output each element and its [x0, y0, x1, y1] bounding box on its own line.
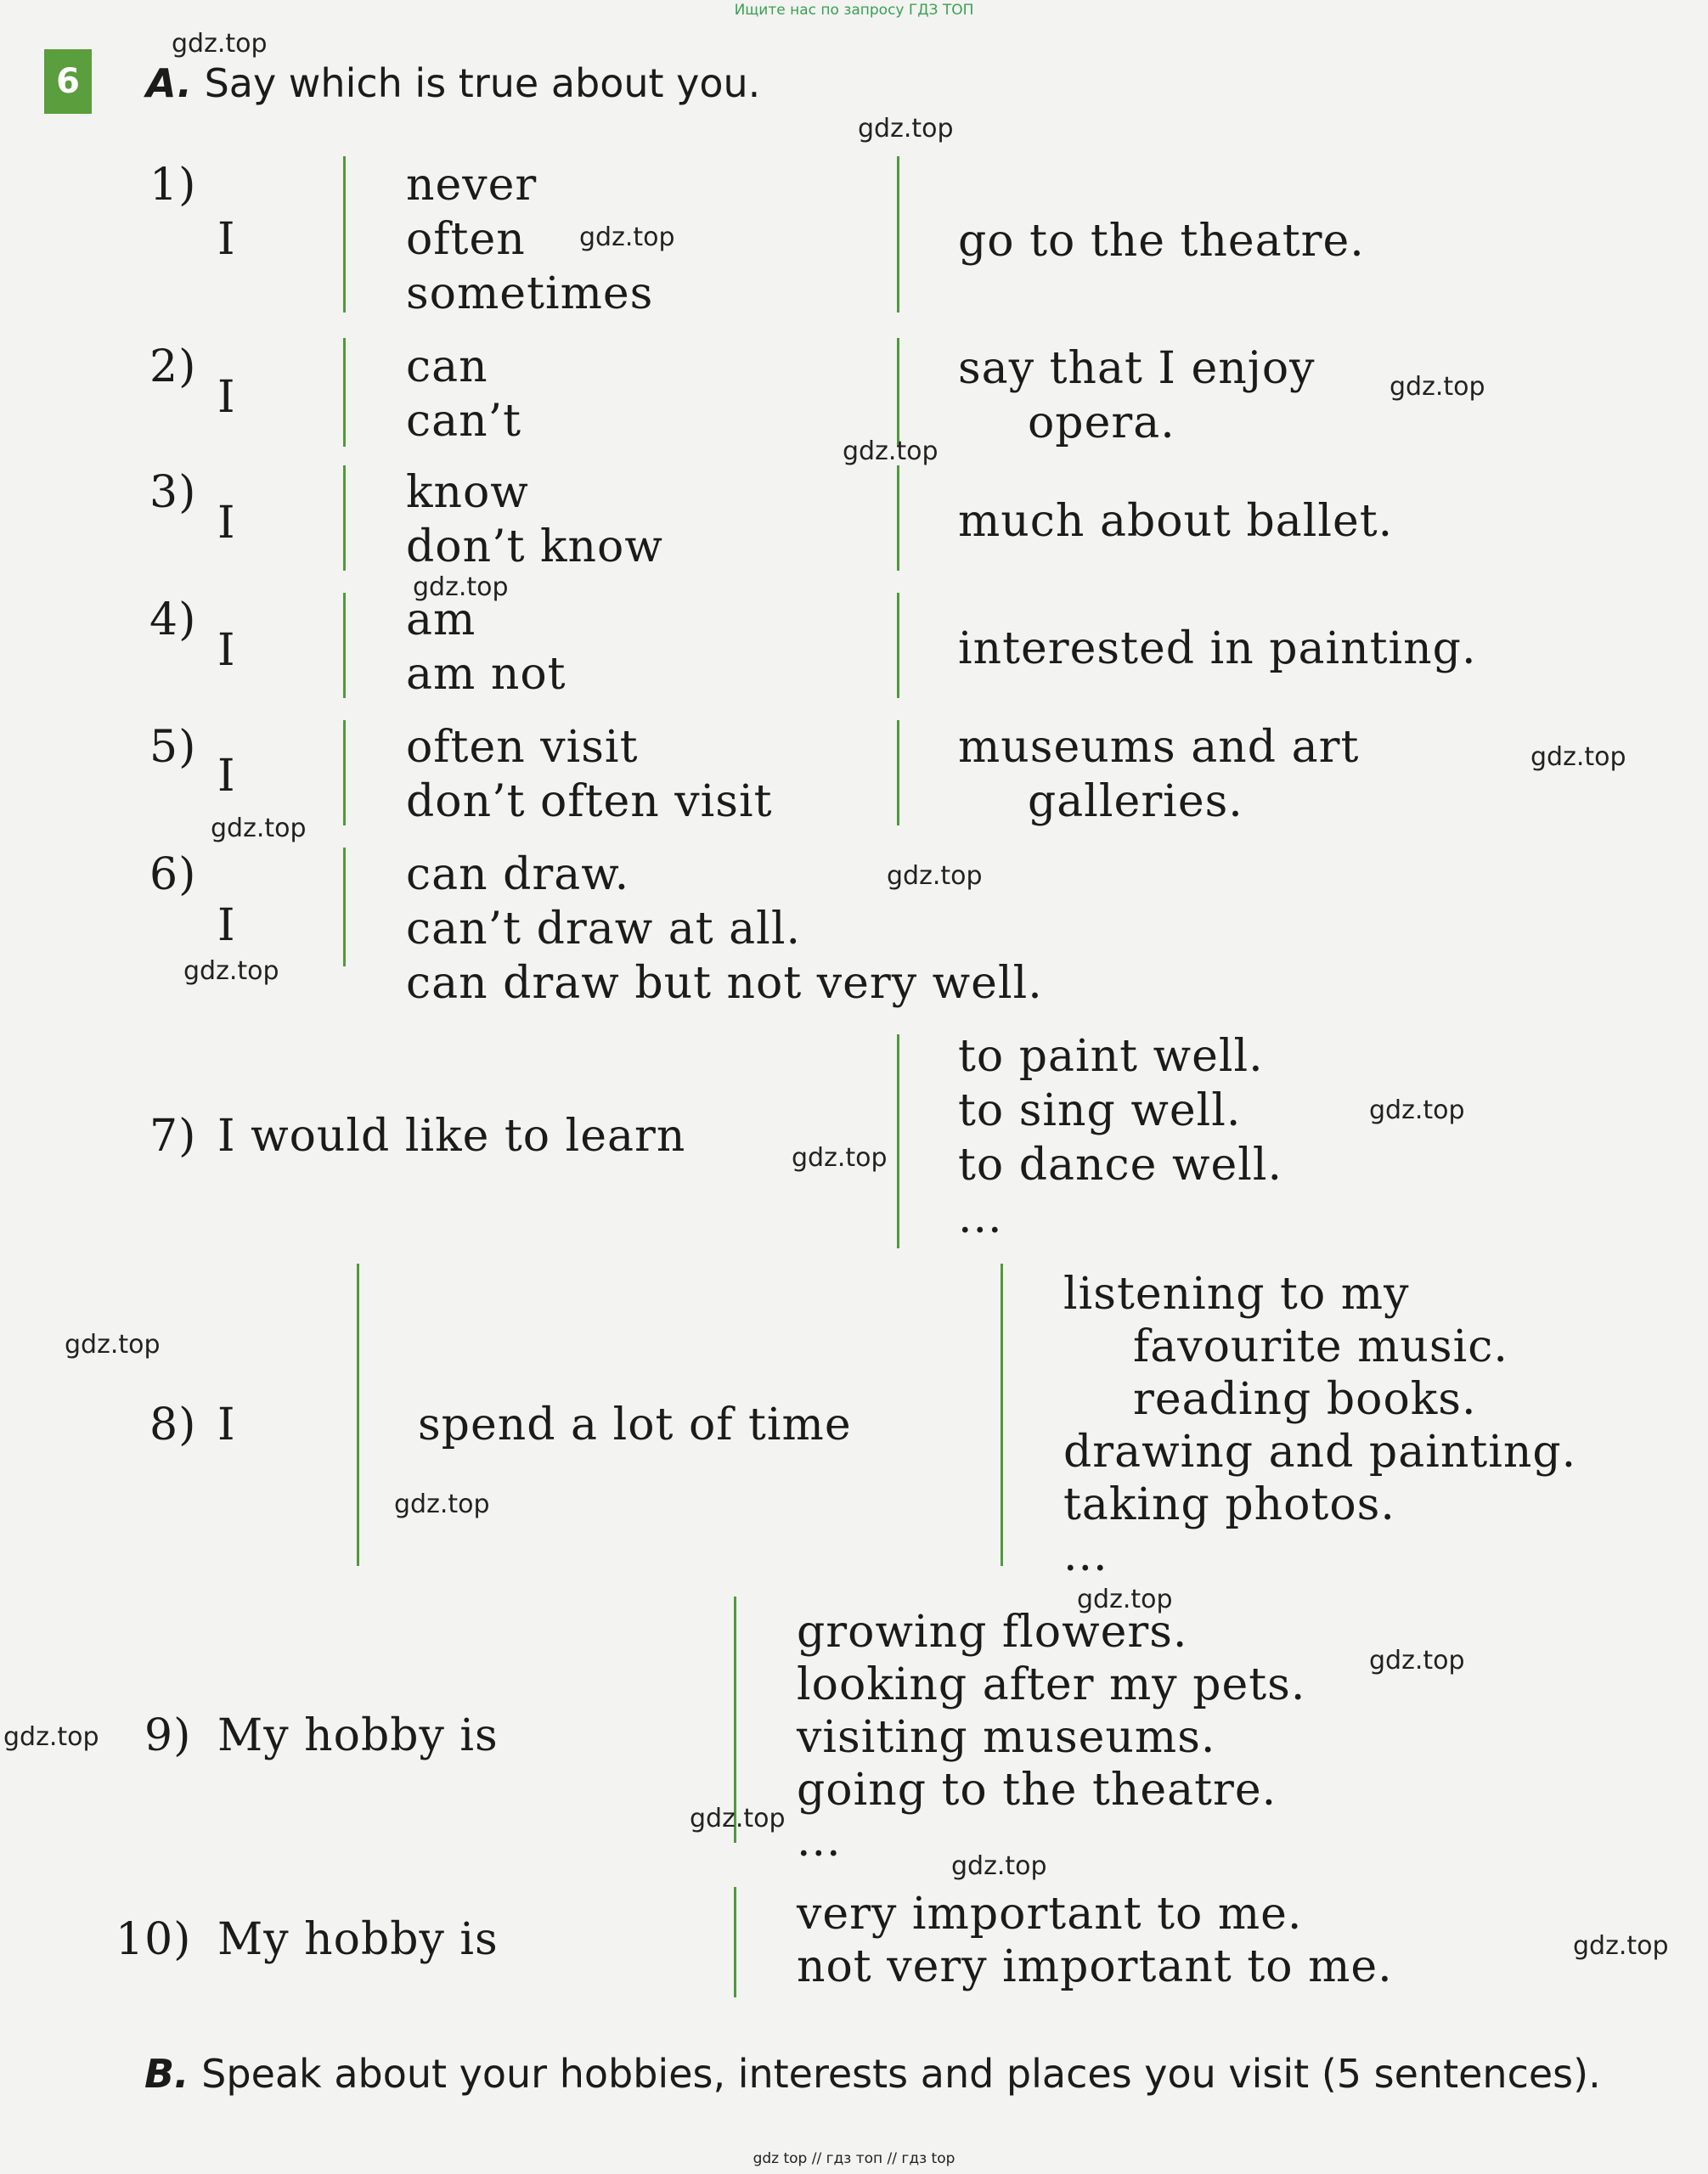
row-9-number: 9) [144, 1710, 192, 1761]
row-3-subject: I [217, 498, 236, 549]
row-4-option: am not [406, 649, 567, 700]
row-4-option: am [406, 594, 476, 645]
row-9-subject: My hobby is [217, 1710, 499, 1761]
row-10-ending: very important to me. [797, 1889, 1303, 1940]
row-7-ending: ... [958, 1192, 1003, 1243]
row-2-divider-right [897, 338, 899, 447]
row-5-ending: museums and art [958, 722, 1360, 773]
part-b-letter: B. [144, 2051, 189, 2097]
part-a-letter: A. [146, 60, 192, 106]
watermark: gdz.top [394, 1490, 490, 1519]
row-5-divider-right [897, 720, 899, 825]
row-1-divider-left [343, 156, 346, 313]
row-8-divider-right [1001, 1264, 1003, 1566]
watermark: gdz.top [843, 436, 939, 466]
watermark: gdz.top [792, 1143, 888, 1173]
row-3-option: don’t know [406, 521, 663, 572]
row-3-divider-left [343, 465, 346, 571]
row-2-number: 2) [149, 341, 197, 392]
watermark: gdz.top [1573, 1931, 1669, 1961]
row-2-divider-left [343, 338, 346, 447]
part-b-instruction: Speak about your hobbies, interests and places you visit (5 sentences). [201, 2051, 1601, 2097]
part-a-heading [146, 58, 760, 109]
row-6-option: can draw but not very well. [406, 958, 1043, 1009]
row-7-ending: to dance well. [958, 1140, 1283, 1191]
row-3-divider-right [897, 465, 899, 571]
row-5-option: often visit [406, 722, 639, 773]
row-2-ending: opera. [1028, 397, 1175, 448]
row-8-ending: listening to my [1063, 1269, 1410, 1320]
row-5-option: don’t often visit [406, 776, 773, 827]
row-1-divider-right [897, 156, 899, 313]
row-10-number: 10) [116, 1914, 192, 1965]
row-10-divider [734, 1887, 736, 1997]
row-3-option: know [406, 467, 529, 518]
row-1-option: sometimes [406, 268, 654, 319]
row-4-ending: interested in painting. [958, 623, 1477, 674]
row-6-option: can’t draw at all. [406, 904, 801, 955]
row-6-option: can draw. [406, 849, 630, 900]
row-1-ending: go to the theatre. [958, 216, 1365, 267]
row-1-subject: I [217, 214, 236, 265]
row-8-ending: drawing and painting. [1063, 1427, 1577, 1478]
row-4-number: 4) [149, 594, 197, 645]
watermark: gdz.top [1077, 1585, 1173, 1614]
watermark: gdz.top [183, 956, 279, 986]
top-banner: Ищите нас по запросу ГДЗ ТОП [734, 2, 974, 19]
row-8-ending: favourite music. [1133, 1321, 1508, 1372]
watermark: gdz.top [1530, 742, 1626, 772]
row-9-ending: ... [797, 1816, 842, 1867]
watermark: gdz.top [858, 114, 954, 144]
row-9-ending: looking after my pets. [797, 1659, 1306, 1710]
row-5-number: 5) [149, 722, 197, 773]
watermark: gdz.top [579, 222, 675, 252]
row-9-ending: growing flowers. [797, 1607, 1188, 1658]
row-5-ending: galleries. [1028, 776, 1243, 827]
row-9-ending: going to the theatre. [797, 1765, 1277, 1816]
watermark: gdz.top [1369, 1646, 1465, 1676]
row-5-subject: I [217, 751, 236, 802]
row-8-verb: spend a lot of time [418, 1400, 852, 1450]
row-8-ending: ... [1063, 1530, 1108, 1581]
row-10-ending: not very important to me. [797, 1941, 1393, 1992]
row-9-ending: visiting museums. [797, 1712, 1216, 1763]
row-10-subject: My hobby is [217, 1914, 499, 1965]
row-8-ending: reading books. [1133, 1374, 1477, 1425]
watermark: gdz.top [413, 572, 509, 602]
row-4-divider-right [897, 593, 899, 698]
row-7-ending: to paint well. [958, 1031, 1264, 1082]
row-7-number: 7) [149, 1111, 197, 1162]
watermark: gdz.top [887, 861, 983, 891]
row-3-ending: much about ballet. [958, 496, 1394, 547]
row-8-ending: taking photos. [1063, 1479, 1395, 1530]
part-a-instruction: Say which is true about you. [204, 60, 761, 106]
row-7-subject: I would like to learn [217, 1111, 686, 1162]
row-4-subject: I [217, 625, 236, 676]
row-3-number: 3) [149, 467, 197, 518]
row-6-number: 6) [149, 849, 197, 900]
watermark: gdz.top [211, 814, 307, 843]
row-7-ending: to sing well. [958, 1085, 1242, 1136]
row-1-option: often [406, 214, 526, 265]
row-1-number: 1) [149, 160, 197, 211]
bottom-banner: gdz top // гдз топ // гдз top [753, 2150, 955, 2167]
watermark: gdz.top [690, 1804, 786, 1833]
watermark: gdz.top [1390, 372, 1485, 402]
row-8-number: 8) [149, 1400, 197, 1450]
exercise-number-badge: 6 [44, 49, 92, 114]
row-4-divider-left [343, 593, 346, 698]
watermark: gdz.top [1369, 1095, 1465, 1125]
part-b-heading [144, 2048, 1601, 2099]
watermark: gdz.top [3, 1722, 99, 1752]
row-8-subject: I [217, 1400, 236, 1450]
row-2-option: can [406, 341, 488, 392]
row-6-subject: I [217, 900, 236, 951]
watermark: gdz.top [951, 1851, 1047, 1881]
watermark: gdz.top [172, 29, 268, 59]
row-7-divider [897, 1034, 899, 1248]
row-2-subject: I [217, 372, 236, 423]
row-8-divider-left [357, 1264, 359, 1566]
watermark: gdz.top [65, 1330, 161, 1360]
row-1-option: never [406, 160, 538, 211]
row-5-divider-left [343, 720, 346, 825]
row-2-option: can’t [406, 396, 522, 447]
row-6-divider-left [343, 848, 346, 966]
row-2-ending: say that I enjoy [958, 343, 1316, 394]
